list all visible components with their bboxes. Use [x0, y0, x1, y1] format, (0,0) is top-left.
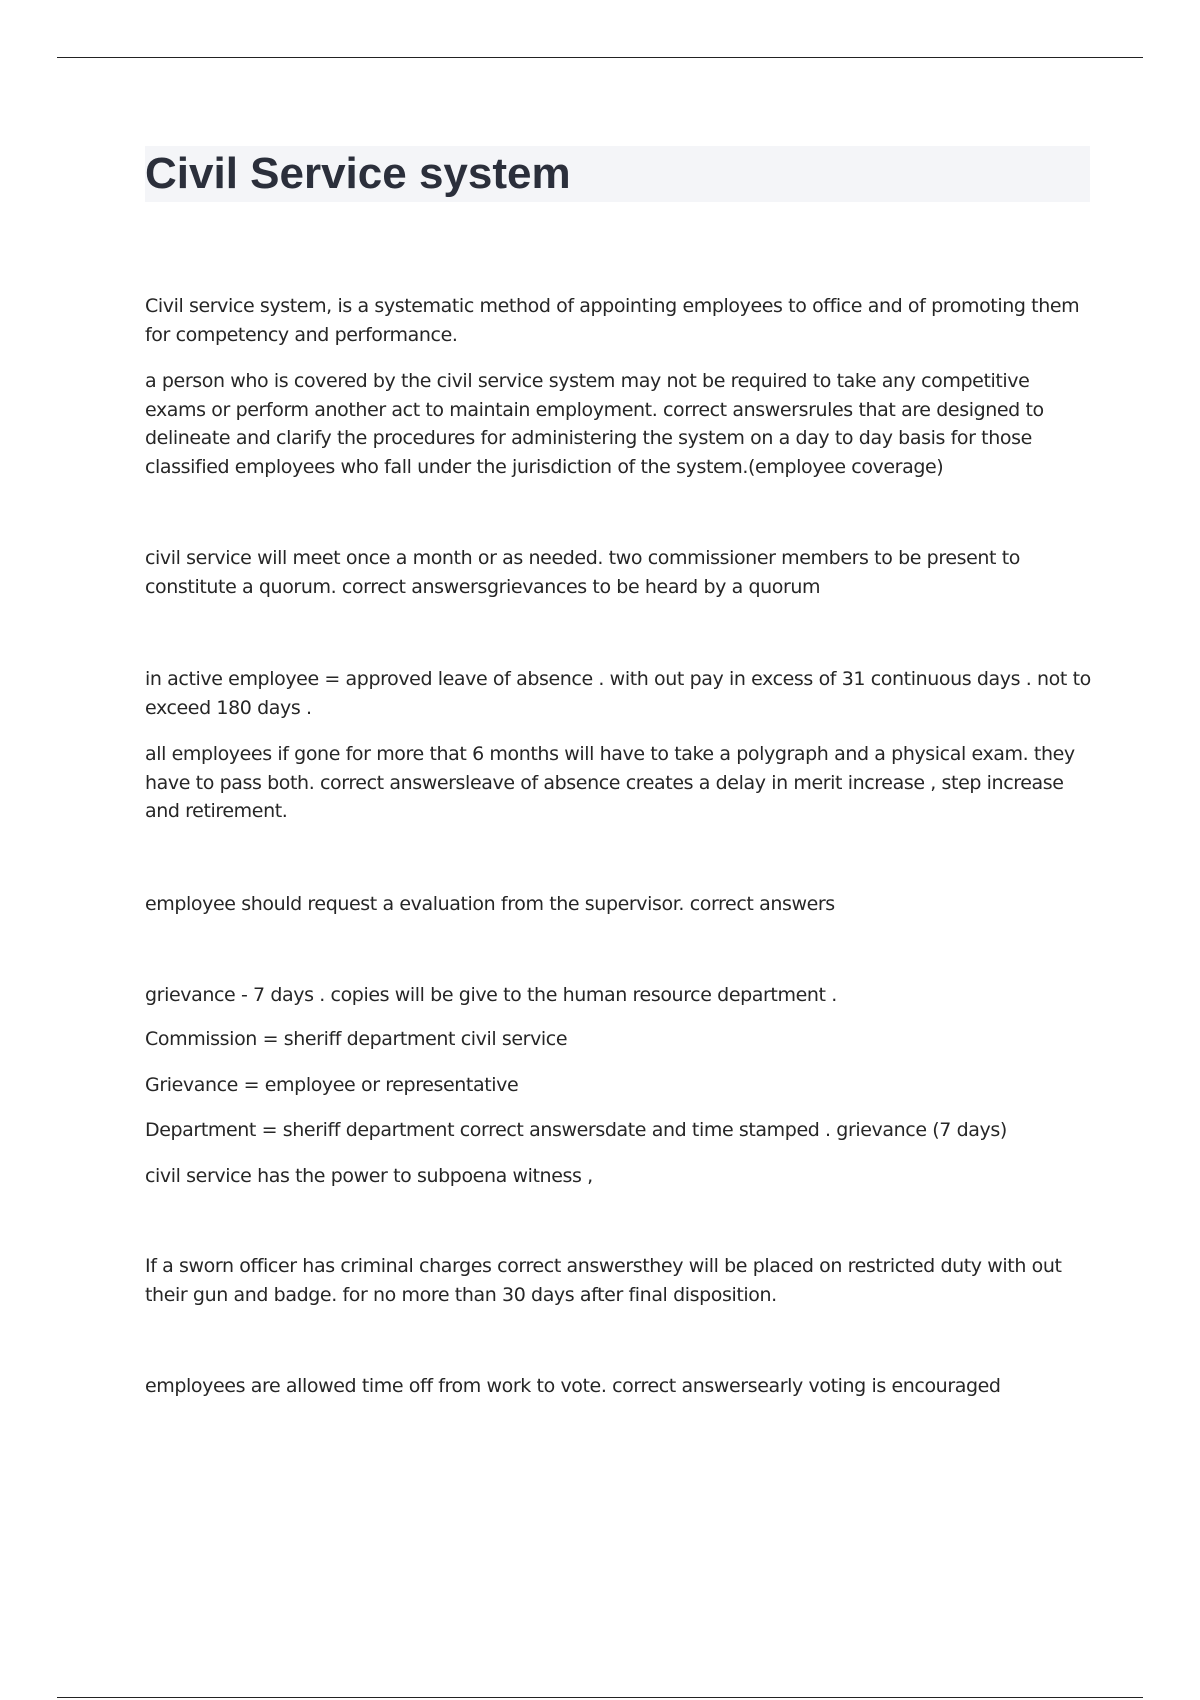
paragraph-inactive-employee: in active employee = approved leave of absence . with out pay in excess of 31 continuous days . not to exceed 180 days .	[145, 668, 1091, 719]
paragraph-evaluation: employee should request a evaluation from the supervisor. correct answers	[145, 893, 835, 915]
header-rule	[57, 57, 1143, 58]
paragraph-employee-coverage: a person who is covered by the civil service system may not be required to take any competitive exams or perform another act to maintain employment. correct answersrules that are designed to delineate and clarify the procedures for administering the system on a day to day basis for those classified employees who fall under the jurisdiction of the system.(employee coverage)	[145, 370, 1044, 478]
paragraph-commission: Commission = sheriff department civil service	[145, 1028, 568, 1050]
paragraph-polygraph: all employees if gone for more that 6 months will have to take a polygraph and a physical exam. they have to pass both. correct answersleave of absence creates a delay in merit increase , step increase and retirement.	[145, 743, 1075, 822]
paragraph-criminal-charges: If a sworn officer has criminal charges correct answersthey will be placed on restricted duty with out their gun and badge. for no more than 30 days after final disposition.	[145, 1255, 1062, 1306]
paragraph-subpoena: civil service has the power to subpoena witness ,	[145, 1165, 593, 1187]
footer-rule	[57, 1697, 1143, 1698]
paragraph-voting: employees are allowed time off from work to vote. correct answersearly voting is encouraged	[145, 1375, 1001, 1397]
paragraph-grievance-days: grievance - 7 days . copies will be give to the human resource department .	[145, 984, 837, 1006]
paragraph-definition: Civil service system, is a systematic method of appointing employees to office and of promoting them for competency and performance.	[145, 295, 1080, 346]
paragraph-department: Department = sheriff department correct answersdate and time stamped . grievance (7 days)	[145, 1119, 1007, 1141]
paragraph-quorum: civil service will meet once a month or as needed. two commissioner members to be present to constitute a quorum. correct answersgrievances to be heard by a quorum	[145, 547, 1021, 598]
page-title: Civil Service system	[145, 149, 571, 198]
paragraph-grievance-definition: Grievance = employee or representative	[145, 1074, 519, 1096]
